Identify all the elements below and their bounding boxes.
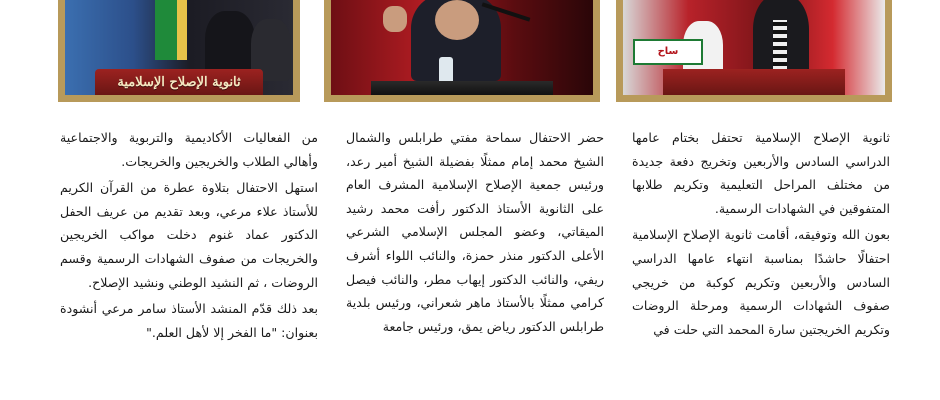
ceremony-photo-podium [58,0,300,102]
podium [95,69,263,95]
ceremony-photo-audience [616,0,892,102]
speaker-head [435,0,479,40]
paragraph: بعون الله وتوفيقه، أقامت ثانوية الإصلاح الإسلامية احتفالًا حاشدًا بمناسبة انتهاء عامها الدراسي السادس والأربعين وتكريم كوكبة من خريجي صفوف الشهادات الرسمية ومرحلة الروضات وتكريم الخريجتين سارة المحمد التي حلت في [632,227,890,337]
article-column-2 [346,126,604,400]
raised-hand [383,6,407,32]
article-column-3 [60,126,318,400]
paragraph: حضر الاحتفال سماحة مفتي طرابلس والشمال الشيخ محمد إمام ممثلًا بفضيلة الشيخ أمير رعد، ورئيس جمعية الإصلاح الإسلامية المشرف العام على الثانوية الأستاذ الدكتور رأفت محمد رشيد الميقاتي، وعضو المجلس الإسلامي الشرعي الأعلى الدكتور منذر حمزة، والنائب اللواء أشرف ريفي، والنائب الدكتور إيهاب مطر، والنائب فيصل كرامي ممثلًا بالأستاذ ماهر شعراني، ورئيس بلدية طرابلس الدكتور رياض يمق، ورئيس جامعة [346,130,604,334]
podium [663,69,845,95]
paragraph: ثانوية الإصلاح الإسلامية تحتفل بختام عامها الدراسي السادس والأربعين وتخريج دفعة جديدة من مختلف المراحل التعليمية وتكريم طلابها المتفوقين في الشهادات الرسمية. [632,130,890,216]
paragraph: بعد ذلك قدّم المنشد الأستاذ سامر مرعي أنشودة بعنوان: "ما الفخر إلا لأهل العلم." [60,301,318,340]
paragraph: من الفعاليات الأكاديمية والتربوية والاجتماعية وأهالي الطلاب والخريجين والخريجات. [60,130,318,169]
paragraph: استهل الاحتفال بتلاوة عطرة من القرآن الكريم للأستاذ علاء مرعي، وبعد تقديم من عريف الحفل الدكتور عماد غنوم دخلت مواكب الخريجين والخريجات من صفوف الشهادات الرسمية وقسم الروضات ، ثم النشيد الوطني ونشيد الإصلاح. [60,180,318,290]
article-body [60,126,890,400]
article-column-1 [632,126,890,400]
flag-stripe [177,0,187,60]
podium-sign: ثانوية الإصلاح الإسلامية [117,74,241,90]
podium [371,81,553,95]
banner-sign: ساح [633,39,703,65]
ceremony-photo-speaker [324,0,600,102]
photo-strip [0,0,940,104]
flag-icon [155,0,177,60]
